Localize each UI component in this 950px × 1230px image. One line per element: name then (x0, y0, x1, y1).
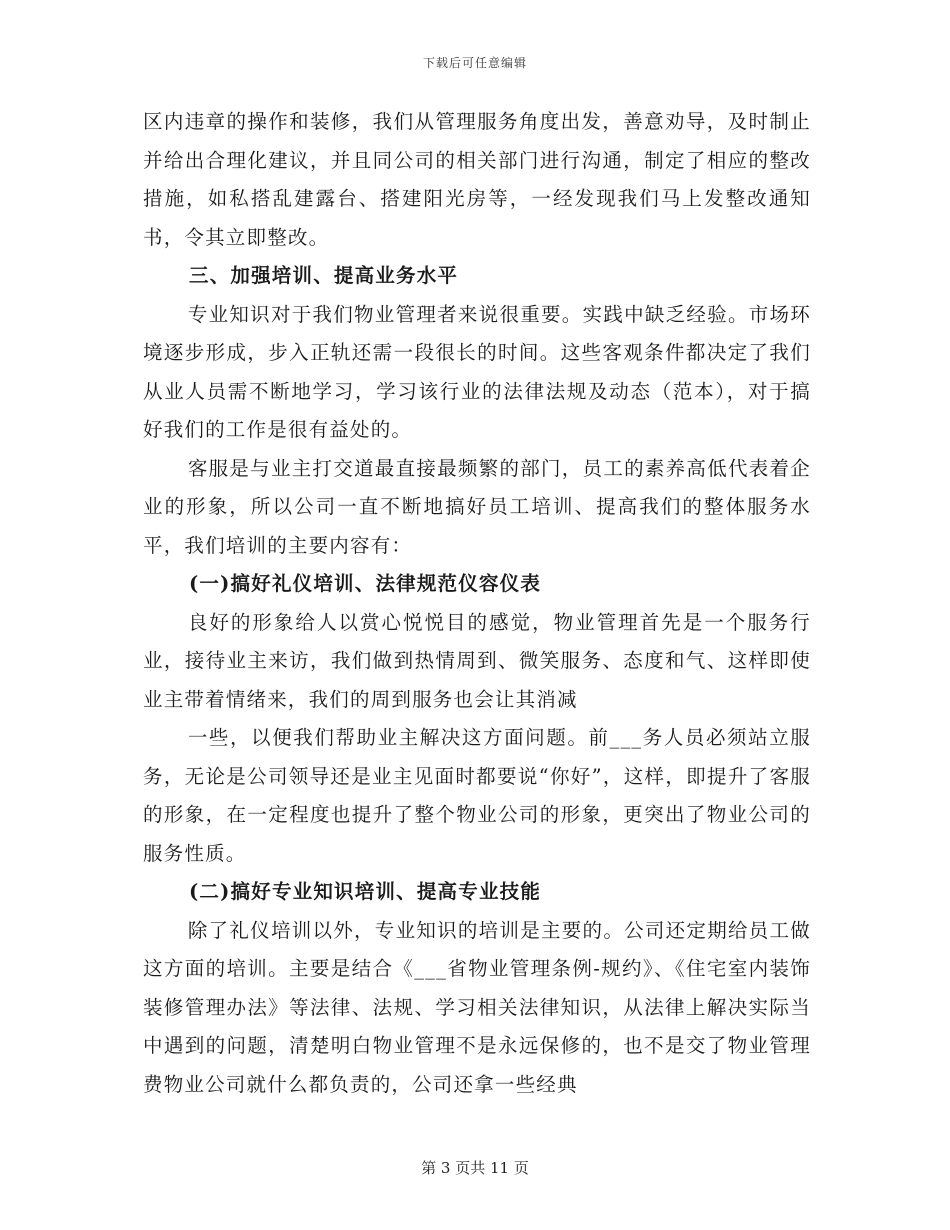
paragraph-5: 一些，以便我们帮助业主解决这方面问题。前___务人员必须站立服务，无论是公司领导还是业主见面时都要说“你好”，这样，即提升了客服的形象，在一定程度也提升了整个物业公司的形象，更突出了物业公司的服务性质。 (143, 726, 811, 865)
section-heading-3: 三、加强培训、提高业务水平 (189, 264, 459, 287)
subsection-heading-1: (一)搞好礼仪培训、法律规范仪容仪表 (189, 572, 542, 595)
paragraph-4: 良好的形象给人以赏心悦悦目的感觉，物业管理首先是一个服务行业，接待业主来访，我们做到热情周到、微笑服务、态度和气、这样即使业主带着情绪来，我们的周到服务也会让其消减 (143, 610, 811, 711)
paragraph-1: 区内违章的操作和装修，我们从管理服务角度出发，善意劝导，及时制止并给出合理化建议，并且同公司的相关部门进行沟通，制定了相应的整改措施，如私搭乱建露台、搭建阳光房等，一经发现我们马上发整改通知书，令其立即整改。 (143, 110, 811, 249)
paragraph-3: 客服是与业主打交道最直接最频繁的部门，员工的素养高低代表着企业的形象，所以公司一直不断地搞好员工培训、提高我们的整体服务水平，我们培训的主要内容有： (143, 456, 811, 557)
subsection-heading-2: (二)搞好专业知识培训、提高专业技能 (189, 880, 542, 903)
page-header: 下载后可任意编辑 (422, 56, 527, 70)
paragraph-6: 除了礼仪培训以外，专业知识的培训是主要的。公司还定期给员工做这方面的培训。主要是结合《___省物业管理条例-规约》、《住宅室内装饰装修管理办法》等法律、法规、学习相关法律知识，从法律上解决实际当中遇到的问题，清楚明白物业管理不是永远保修的，也不是交了物业管理费物业公司就什么都负责的，公司还拿一些经典 (143, 918, 811, 1096)
document-body (143, 103, 811, 1104)
page-number: 第 3 页共 11 页 (421, 1159, 529, 1177)
paragraph-2: 专业知识对于我们物业管理者来说很重要。实践中缺乏经验。市场环境逐步形成，步入正轨还需一段很长的时间。这些客观条件都决定了我们从业人员需不断地学习，学习该行业的法律法规及动态（范本），对于搞好我们的工作是很有益处的。 (143, 302, 811, 441)
